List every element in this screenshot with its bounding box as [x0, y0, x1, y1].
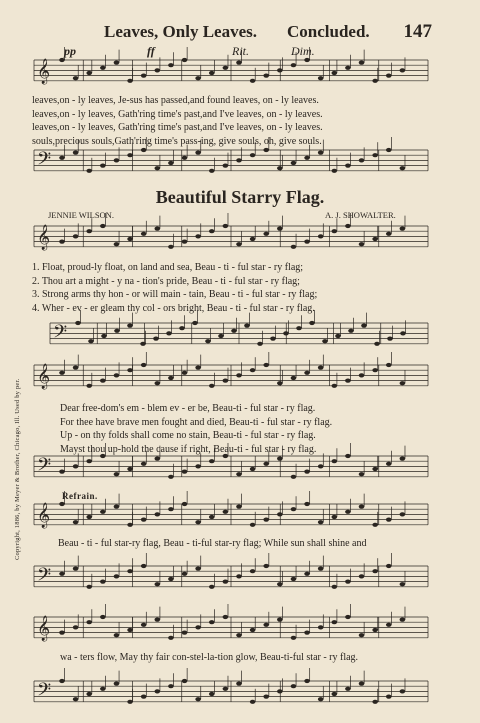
music-staff	[50, 310, 428, 347]
top-lyrics	[32, 94, 323, 148]
refrain-lyric-line-2: wa - ters flow, May thy fair con-stel-la-tion glow, Beau-ti-ful star - ry flag.	[60, 652, 359, 663]
svg-text:𝄢: 𝄢	[37, 149, 52, 174]
music-staff	[34, 553, 428, 590]
dynamic-ff: ff	[147, 44, 155, 58]
verse-line: 3. Strong arms thy hon - or will main - tain, Beau - ti - ful star - ry flag;	[32, 289, 318, 301]
dynamic-pp: pp	[64, 44, 76, 58]
verse-line: 4. Wher - ev - er gleam thy col - ors bright, Beau - ti - ful star - ry flag.	[32, 302, 315, 314]
copyright-note: Copyright, 1886, by Meyer & Brother, Chicago, Ill. Used by per.	[14, 378, 21, 560]
verse-line: Mayst thou up-hold the cause if right, Beau-ti - ful star - ry flag.	[60, 443, 317, 455]
svg-text:𝄢: 𝄢	[37, 455, 52, 480]
verse-line: 2. Thou art a might - y na - tion's pride, Beau - ti - ful star - ry flag;	[32, 275, 300, 287]
top-lyric-line: souls,precious souls,Gath'ring time's pass-ing, give souls, oh, give souls.	[32, 135, 322, 147]
music-staff	[34, 47, 428, 84]
ritardando-mark: Rit.	[232, 44, 249, 58]
refrain-label: Refrain.	[62, 491, 98, 501]
svg-text:𝄢: 𝄢	[53, 322, 68, 347]
diminuendo-mark: Dim.	[291, 44, 315, 58]
lyricist: JENNIE WILSON.	[48, 210, 114, 220]
composer: A. J. SHOWALTER.	[325, 210, 396, 220]
verses-part-a	[32, 261, 317, 315]
svg-text:𝄞: 𝄞	[37, 225, 51, 250]
page-number: 147	[403, 21, 432, 42]
verse-line: Dear free-dom's em - blem ev - er be, Beau-ti - ful star - ry flag.	[60, 403, 316, 414]
svg-text:𝄞: 𝄞	[37, 59, 51, 84]
svg-text:𝄞: 𝄞	[37, 616, 51, 641]
svg-text:𝄞: 𝄞	[37, 364, 51, 389]
verses-part-b	[60, 402, 332, 456]
music-staff	[34, 668, 428, 705]
top-lyric-line: leaves,on - ly leaves, Gath'ring time's past,and I've leaves, on - ly leaves.	[32, 108, 323, 120]
svg-text:𝄞: 𝄞	[37, 503, 51, 528]
verse-line: For thee have brave men fought and died, Beau-ti - ful star - ry flag.	[60, 416, 333, 428]
music-staff	[34, 352, 428, 389]
music-staff	[34, 604, 428, 641]
verse-line: Up - on thy folds shall come no stain, Beau-ti - ful star - ry flag.	[60, 430, 316, 442]
title-status: Concluded.	[287, 22, 370, 41]
page-title: Leaves, Only Leaves.	[104, 22, 257, 41]
hymn-title: Beautiful Starry Flag.	[155, 187, 325, 207]
verse-line: 1. Float, proud-ly float, on land and sea, Beau - ti - ful star - ry flag;	[32, 262, 304, 273]
svg-text:𝄢: 𝄢	[37, 565, 52, 590]
top-lyric-line: leaves,on - ly leaves, Je-sus has passed,and found leaves, on - ly leaves.	[32, 95, 319, 106]
svg-text:𝄢: 𝄢	[37, 680, 52, 705]
refrain-lyric-line-1: Beau - ti - ful star-ry flag, Beau - ti-ful star-ry flag; While sun shall shine and	[58, 538, 367, 549]
top-lyric-line: leaves,on - ly leaves, Gath'ring time's past,and I've leaves, on - ly leaves.	[32, 122, 323, 134]
